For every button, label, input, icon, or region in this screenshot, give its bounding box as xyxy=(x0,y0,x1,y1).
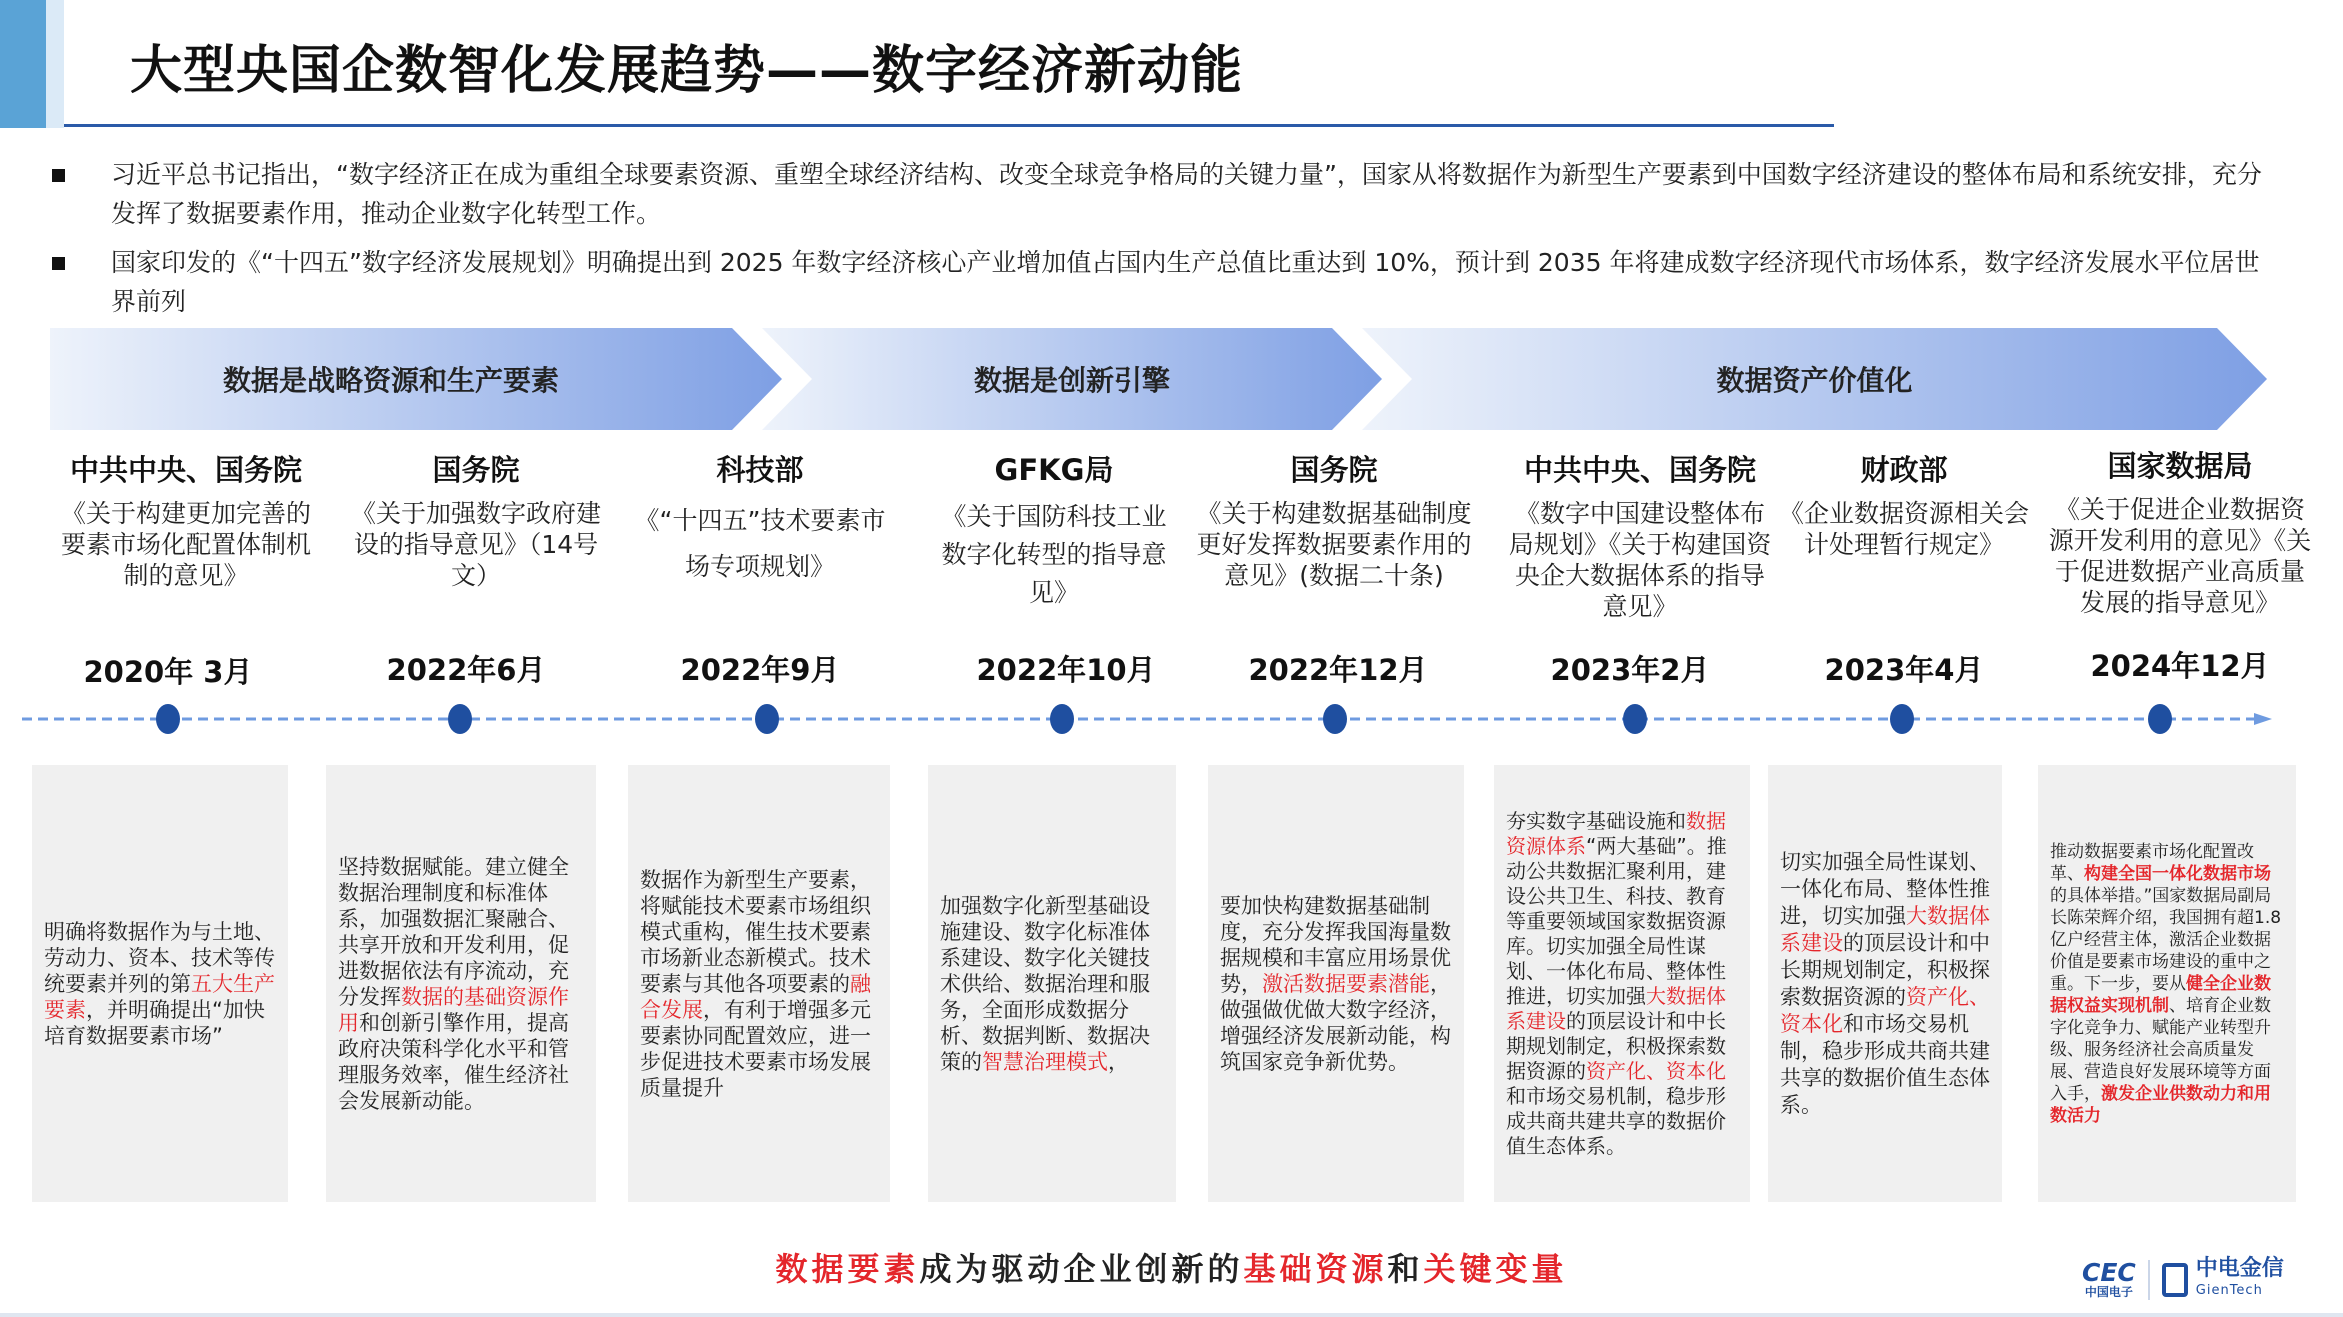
description-text xyxy=(32,919,288,1049)
description-segment: 、培育企业数字化竞争力、赋能产业转型升级、服务经济社会高质量发展、营造良好发展环境等方面入手， xyxy=(2050,995,2271,1104)
issuer-org: 国务院 xyxy=(432,453,520,487)
description-segment: ， xyxy=(1108,1049,1129,1074)
highlight-text: 数据资源体系 xyxy=(1506,808,1726,858)
description-box xyxy=(1494,765,1750,1202)
slogan-segment: 和 xyxy=(1387,1250,1424,1288)
highlight-text: 五大生产要素 xyxy=(44,971,275,1022)
stage-label: 数据是战略资源和生产要素 xyxy=(222,364,559,397)
title-accent-bar xyxy=(0,0,64,128)
timeline-date: 2020年 3月 xyxy=(83,655,253,689)
timeline-dot xyxy=(1323,704,1347,734)
stage-label: 数据是创新引擎 xyxy=(973,364,1170,397)
highlight-text: 健全企业数据权益实现机制 xyxy=(2050,973,2271,1016)
highlight-text: 资产化、资本化 xyxy=(1780,984,1990,1036)
description-segment: 加强数字化新型基础设施建设、数字化标准体系建设、数字化关键技术供给、数据治理和服务，全面形成数据分析、数据判断、数据决策的 xyxy=(940,893,1150,1074)
description-segment: 和创新引擎作用，提高政府决策科学化水平和管理服务效率，催生经济社会发展新动能。 xyxy=(338,1010,569,1113)
description-text xyxy=(1208,893,1464,1075)
timeline-dot xyxy=(1623,704,1647,734)
cec-logo: CEC 中国电子 xyxy=(2082,1258,2136,1299)
description-segment: 的具体举措。”国家数据局副局长陈荣辉介绍，我国拥有超1.8亿户经营主体，激活企业数据价值是要素市场建设的重中之重。下一步，要从 xyxy=(2050,885,2282,994)
description-text xyxy=(928,893,1176,1075)
intro-bullets xyxy=(52,155,2282,331)
title-underline xyxy=(64,124,1834,127)
timeline-dot xyxy=(1890,704,1914,734)
description-box xyxy=(928,765,1176,1202)
bullet-square-icon xyxy=(52,169,65,182)
issuer-org: 财政部 xyxy=(1860,453,1948,487)
timeline-dot xyxy=(2148,704,2172,734)
description-box xyxy=(32,765,288,1202)
description-segment: 数据作为新型生产要素，将赋能技术要素市场组织模式重构，催生技术要素市场新业态新模式。技术要素与其他各项要素的 xyxy=(640,867,871,996)
policy-document: 《数字中国建设整体布局规划》《关于构建国资央企大数据体系的指导意见》 xyxy=(1508,499,1772,621)
description-box xyxy=(1768,765,2002,1202)
timeline-date: 2022年12月 xyxy=(1248,653,1428,687)
description-segment: 切实加强全局性谋划、一体化布局、整体性推进，切实加强 xyxy=(1780,849,1990,928)
slogan-segment: 成为驱动企业创新的 xyxy=(919,1250,1244,1288)
description-box xyxy=(1208,765,1464,1202)
issuer-org: 科技部 xyxy=(716,453,804,487)
timeline-dot xyxy=(448,704,472,734)
description-segment: ，有利于增强多元要素协同配置效应，进一步促进技术要素市场发展质量提升 xyxy=(640,997,871,1100)
bullet-square-icon xyxy=(52,257,65,270)
description-segment: 推动数据要素市场化配置改革、 xyxy=(2050,841,2254,884)
footer-rule xyxy=(0,1313,2343,1317)
timeline-date: 2022年6月 xyxy=(386,653,546,687)
highlight-text: 资产化、资本化 xyxy=(1586,1058,1726,1083)
description-text xyxy=(1494,809,1750,1159)
description-box xyxy=(628,765,890,1202)
bottom-slogan xyxy=(0,1244,2343,1290)
description-text xyxy=(2038,841,2296,1127)
stage-arrow xyxy=(1362,328,2267,430)
highlight-text: 数据的基础资源作用 xyxy=(338,984,569,1035)
highlight-text: 融合发展 xyxy=(640,971,871,1022)
highlight-text: 智慧治理模式 xyxy=(982,1049,1108,1074)
timeline-date: 2022年10月 xyxy=(976,653,1156,687)
policy-document: 《企业数据资源相关会计处理暂行规定》 xyxy=(1778,499,2029,559)
bullet-text: 国家印发的《“十四五”数字经济发展规划》明确提出到 2025 年数字经济核心产业增加值占国内生产总值比重达到 10%，预计到 2035 年将建成数字经济现代市场体系，数字经济发展水平位居世界前列 xyxy=(111,248,2260,316)
bullet-item xyxy=(52,155,2282,233)
policy-document: 《关于加强数字政府建设的指导意见》（14号文） xyxy=(350,499,601,590)
policy-document: 《关于国防科技工业数字化转型的指导意见》 xyxy=(941,502,1167,607)
stage-arrow xyxy=(50,328,782,430)
description-segment: 的顶层设计和中长期规划制定，积极探索数据资源的 xyxy=(1780,930,1990,1009)
slogan-highlight: 基础资源 xyxy=(1243,1250,1388,1288)
slogan-highlight: 数据要素 xyxy=(775,1250,920,1288)
description-segment: 和市场交易机制，稳步形成共商共建共享的数据价值生态体系。 xyxy=(1780,1011,1990,1117)
stage-arrow xyxy=(762,328,1382,430)
policy-document: 《关于构建更加完善的要素市场化配置体制机制的意见》 xyxy=(60,499,311,590)
description-box xyxy=(326,765,596,1202)
description-segment: 坚持数据赋能。建立健全数据治理制度和标准体系，加强数据汇聚融合、共享开放和开发利用，促进数据依法有序流动，充分发挥 xyxy=(338,854,569,1009)
issuer-org: 中共中央、国务院 xyxy=(69,453,303,487)
description-segment: 要加快构建数据基础制度，充分发挥我国海量数据规模和丰富应用场景优势， xyxy=(1220,893,1451,996)
timeline-date: 2023年4月 xyxy=(1824,653,1984,687)
policy-document: 《“十四五”技术要素市场专项规划》 xyxy=(634,506,886,581)
timeline-dot xyxy=(755,704,779,734)
company-logos xyxy=(2082,1258,2284,1302)
timeline-date: 2023年2月 xyxy=(1550,653,1710,687)
timeline-date: 2022年9月 xyxy=(680,653,840,687)
highlight-text: 大数据体系建设 xyxy=(1506,983,1726,1033)
issuer-org: GFKG局 xyxy=(994,453,1114,487)
description-segment: 明确将数据作为与土地、劳动力、资本、技术等传统要素并列的第 xyxy=(44,919,275,996)
issuer-org: 国家数据局 xyxy=(2107,449,2253,483)
highlight-text: 激发企业供数动力和用数活力 xyxy=(2050,1083,2271,1126)
highlight-text: 大数据体系建设 xyxy=(1780,903,1990,955)
policy-document: 《关于促进企业数据资源开发利用的意见》《关于促进数据产业高质量发展的指导意见》 xyxy=(2048,495,2312,617)
gientech-logo: 中电金信 GienTech xyxy=(2195,1256,2284,1298)
highlight-text: 构建全国一体化数据市场 xyxy=(2084,863,2271,884)
slogan-highlight: 关键变量 xyxy=(1423,1250,1568,1288)
description-segment: 夯实数字基础设施和 xyxy=(1506,808,1686,833)
bullet-text: 习近平总书记指出，“数字经济正在成为重组全球要素资源、重塑全球经济结构、改变全球竞争格局的关键力量”，国家从将数据作为新型生产要素到中国数字经济建设的整体布局和系统安排，充分发挥了数据要素作用，推动企业数字化转型工作。 xyxy=(111,160,2262,228)
timeline-date: 2024年12月 xyxy=(2090,649,2270,683)
gientech-mark-icon xyxy=(2162,1263,2188,1297)
timeline-dot xyxy=(1050,704,1074,734)
bullet-item xyxy=(52,243,2282,321)
description-segment: “两大基础”。推动公共数据汇聚利用，建设公共卫生、科技、教育等重要领域国家数据资源库。切实加强全局性谋划、一体化布局、整体性推进，切实加强 xyxy=(1506,833,1727,1008)
policy-document: 《关于构建数据基础制度更好发挥数据要素作用的意见》(数据二十条) xyxy=(1196,499,1472,590)
timeline-dot xyxy=(156,704,180,734)
issuer-org: 国务院 xyxy=(1290,453,1378,487)
description-segment: ，做强做优做大数字经济，增强经济发展新动能，构筑国家竞争新优势。 xyxy=(1220,971,1451,1074)
highlight-text: 激活数据要素潜能 xyxy=(1262,971,1430,996)
description-segment: 和市场交易机制，稳步形成共商共建共享的数据价值生态体系。 xyxy=(1506,1083,1726,1158)
description-text xyxy=(628,867,890,1101)
description-text xyxy=(326,854,596,1114)
issuer-org: 中共中央、国务院 xyxy=(1523,453,1757,487)
description-box xyxy=(2038,765,2296,1202)
stage-label: 数据资产价值化 xyxy=(1716,364,1913,397)
description-segment: 的顶层设计和中长期规划制定，积极探索数据资源的 xyxy=(1506,1008,1726,1083)
description-text xyxy=(1768,849,2002,1119)
page-title: 大型央国企数智化发展趋势——数字经济新动能 xyxy=(130,41,1244,101)
logo-divider xyxy=(2148,1260,2150,1300)
description-segment: ，并明确提出“加快培育数据要素市场” xyxy=(44,997,265,1048)
timeline-axis xyxy=(22,712,2272,726)
